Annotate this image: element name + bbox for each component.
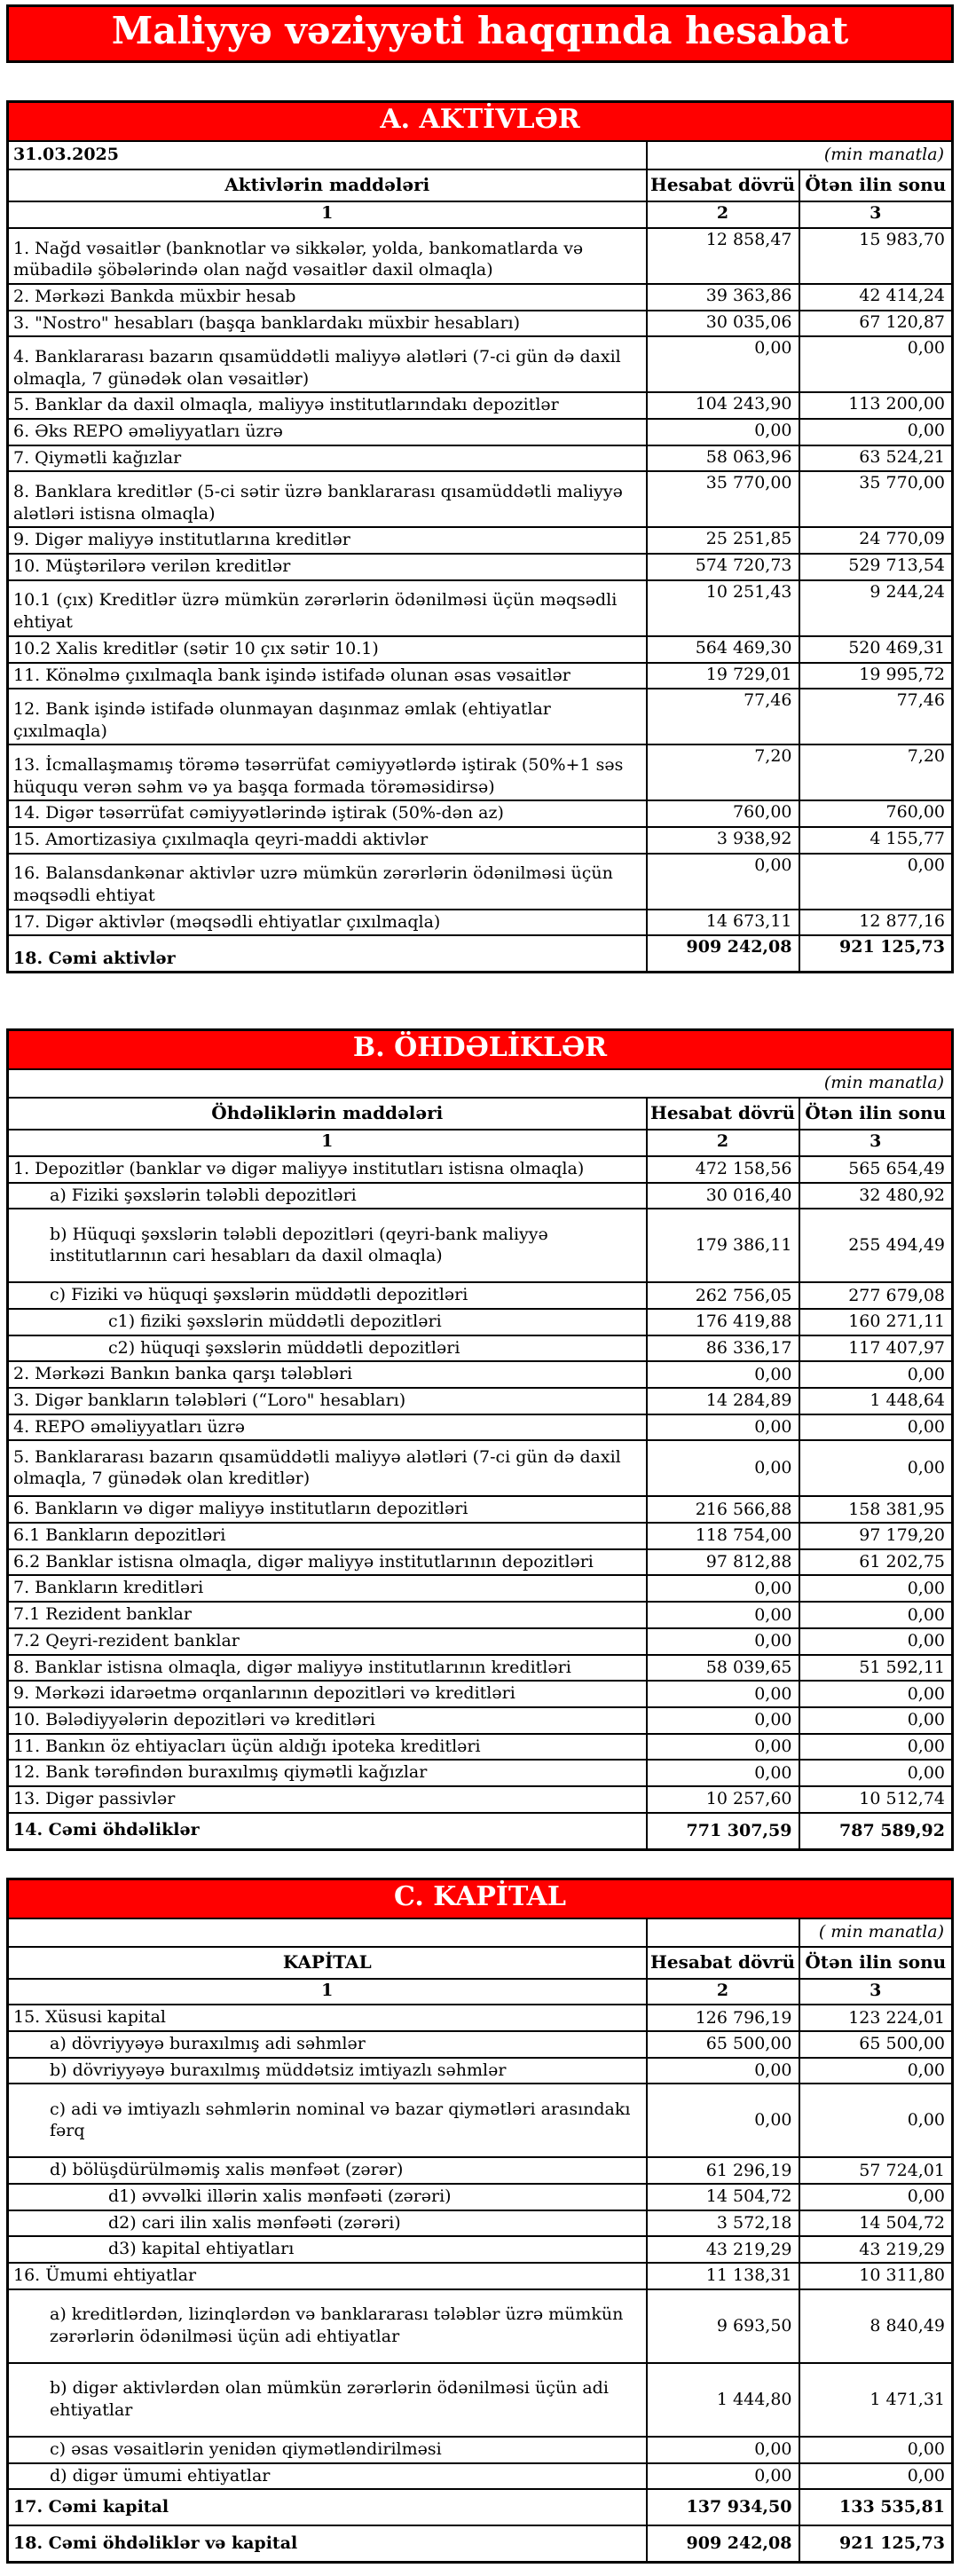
row-value-current-period: 0,00 bbox=[647, 419, 799, 445]
table-row bbox=[8, 2463, 953, 2490]
liabilities-table bbox=[6, 1028, 954, 1850]
row-label: 15. Xüsusi kapital bbox=[8, 2005, 647, 2031]
row-label: 4. Banklararası bazarın qısamüddətli maliyyə alətləri (7-ci gün də daxil olmaqla, 7 günədək olan vəsaitlər) bbox=[8, 336, 647, 392]
row-value-current-period: 574 720,73 bbox=[647, 554, 799, 580]
row-value-current-period: 771 307,59 bbox=[647, 1813, 799, 1850]
row-value-previous-year-end: 0,00 bbox=[799, 2463, 953, 2490]
row-value-previous-year-end: 77,46 bbox=[799, 689, 953, 744]
row-value-previous-year-end: 51 592,11 bbox=[799, 1655, 953, 1682]
row-value-current-period: 262 756,05 bbox=[647, 1282, 799, 1309]
column-header-row bbox=[8, 1098, 953, 1130]
row-value-current-period: 10 257,60 bbox=[647, 1786, 799, 1813]
table-row bbox=[8, 1628, 953, 1655]
row-value-previous-year-end: 0,00 bbox=[799, 1760, 953, 1786]
row-label: 6. Bankların və digər maliyyə institutların depozitləri bbox=[8, 1496, 647, 1523]
table-row bbox=[8, 2210, 953, 2237]
table-row bbox=[8, 800, 953, 827]
row-label: 2. Mərkəzi Bankda müxbir hesab bbox=[8, 284, 647, 311]
row-value-previous-year-end: 14 504,72 bbox=[799, 2210, 953, 2237]
table-row bbox=[8, 1183, 953, 1209]
table-row bbox=[8, 2289, 953, 2363]
row-value-current-period: 30 035,06 bbox=[647, 311, 799, 337]
row-value-previous-year-end: 0,00 bbox=[799, 1440, 953, 1496]
row-value-current-period: 126 796,19 bbox=[647, 2005, 799, 2031]
row-value-current-period: 0,00 bbox=[647, 1707, 799, 1734]
row-value-current-period: 0,00 bbox=[647, 1575, 799, 1602]
row-label: 6. Əks REPO əməliyyatları üzrə bbox=[8, 419, 647, 445]
table-row bbox=[8, 1549, 953, 1576]
section-a-banner: A. AKTİVLƏR bbox=[8, 102, 953, 142]
table-row bbox=[8, 580, 953, 636]
table-row bbox=[8, 1414, 953, 1441]
row-value-current-period: 11 138,31 bbox=[647, 2263, 799, 2289]
row-value-previous-year-end: 0,00 bbox=[799, 2058, 953, 2084]
table-row bbox=[8, 284, 953, 311]
row-value-current-period: 19 729,01 bbox=[647, 663, 799, 689]
row-value-previous-year-end: 520 469,31 bbox=[799, 636, 953, 663]
row-value-previous-year-end: 65 500,00 bbox=[799, 2031, 953, 2058]
table-row bbox=[8, 2005, 953, 2031]
row-value-current-period: 77,46 bbox=[647, 689, 799, 744]
section-banner-row bbox=[8, 1030, 953, 1070]
row-label: 11. Bankın öz ehtiyacları üçün aldığı ipoteka kreditləri bbox=[8, 1734, 647, 1761]
row-value-current-period: 0,00 bbox=[647, 336, 799, 392]
table-row bbox=[8, 636, 953, 663]
row-label: 5. Banklar da daxil olmaqla, maliyyə institutlarındakı depozitlər bbox=[8, 392, 647, 419]
row-value-previous-year-end: 1 471,31 bbox=[799, 2363, 953, 2437]
row-label: 3. Digər bankların tələbləri (“Loro" hesabları) bbox=[8, 1388, 647, 1414]
row-value-previous-year-end: 43 219,29 bbox=[799, 2236, 953, 2263]
row-value-previous-year-end: 133 535,81 bbox=[799, 2489, 953, 2525]
row-label: 10.1 (çıx) Kreditlər üzrə mümkün zərərlərin ödənilməsi üçün məqsədli ehtiyat bbox=[8, 580, 647, 636]
row-value-current-period: 39 363,86 bbox=[647, 284, 799, 311]
row-value-previous-year-end: 0,00 bbox=[799, 336, 953, 392]
row-value-current-period: 472 158,56 bbox=[647, 1156, 799, 1183]
row-value-current-period: 1 444,80 bbox=[647, 2363, 799, 2437]
table-row bbox=[8, 1309, 953, 1335]
row-label: d) bölüşdürülməmiş xalis mənfəət (zərər) bbox=[8, 2157, 647, 2184]
row-label: 1. Nağd vəsaitlər (banknotlar və sikkələr, yolda, bankomatlarda və mübadilə şöbələrində olan nağd vəsaitlər daxil olmaqla) bbox=[8, 228, 647, 284]
row-value-current-period: 3 572,18 bbox=[647, 2210, 799, 2237]
table-row bbox=[8, 2184, 953, 2210]
column-header-row bbox=[8, 1947, 953, 1979]
column-number-row bbox=[8, 1130, 953, 1156]
table-row bbox=[8, 2263, 953, 2289]
row-label: 2. Mərkəzi Bankın banka qarşı tələbləri bbox=[8, 1361, 647, 1388]
table-row bbox=[8, 2363, 953, 2437]
row-value-current-period: 0,00 bbox=[647, 1734, 799, 1761]
row-label: 15. Amortizasiya çıxılmaqla qeyri-maddi aktivlər bbox=[8, 827, 647, 854]
row-label: 18. Cəmi aktivlər bbox=[8, 935, 647, 973]
section-b-banner: B. ÖHDƏLİKLƏR bbox=[8, 1030, 953, 1070]
assets-table bbox=[6, 100, 954, 973]
row-value-previous-year-end: 10 311,80 bbox=[799, 2263, 953, 2289]
row-value-current-period: 216 566,88 bbox=[647, 1496, 799, 1523]
column-number-1: 1 bbox=[8, 1979, 647, 2005]
column-header-current: Hesabat dövrü bbox=[647, 1098, 799, 1130]
table-row bbox=[8, 1734, 953, 1761]
row-value-current-period: 909 242,08 bbox=[647, 2525, 799, 2563]
row-value-previous-year-end: 61 202,75 bbox=[799, 1549, 953, 1576]
row-value-previous-year-end: 57 724,01 bbox=[799, 2157, 953, 2184]
row-value-current-period: 0,00 bbox=[647, 2437, 799, 2463]
row-value-previous-year-end: 0,00 bbox=[799, 2084, 953, 2157]
table-row bbox=[8, 554, 953, 580]
row-label: 6.1 Bankların depozitləri bbox=[8, 1523, 647, 1549]
row-value-current-period: 0,00 bbox=[647, 854, 799, 910]
column-header-previous: Ötən ilin sonu bbox=[799, 169, 953, 201]
note-row bbox=[8, 1069, 953, 1098]
row-value-current-period: 35 770,00 bbox=[647, 471, 799, 527]
row-value-previous-year-end: 123 224,01 bbox=[799, 2005, 953, 2031]
table-row bbox=[8, 663, 953, 689]
note-row bbox=[8, 141, 953, 169]
row-value-previous-year-end: 0,00 bbox=[799, 2184, 953, 2210]
row-value-previous-year-end: 32 480,92 bbox=[799, 1183, 953, 1209]
row-value-previous-year-end: 19 995,72 bbox=[799, 663, 953, 689]
row-value-previous-year-end: 42 414,24 bbox=[799, 284, 953, 311]
column-number-1: 1 bbox=[8, 1130, 647, 1156]
row-label: 1. Depozitlər (banklar və digər maliyyə institutları istisna olmaqla) bbox=[8, 1156, 647, 1183]
row-label: a) kreditlərdən, lizinqlərdən və banklararası tələblər üzrə mümkün zərərlərin ödənilməsi üçün adi ehtiyatlar bbox=[8, 2289, 647, 2363]
row-label: c1) fiziki şəxslərin müddətli depozitləri bbox=[8, 1309, 647, 1335]
row-label: 3. "Nostro" hesabları (başqa banklardakı müxbir hesabları) bbox=[8, 311, 647, 337]
row-value-current-period: 86 336,17 bbox=[647, 1335, 799, 1362]
column-number-3: 3 bbox=[799, 201, 953, 228]
row-label: d2) cari ilin xalis mənfəəti (zərəri) bbox=[8, 2210, 647, 2237]
table-row bbox=[8, 1707, 953, 1734]
table-row bbox=[8, 336, 953, 392]
row-label: c) əsas vəsaitlərin yenidən qiymətləndirilməsi bbox=[8, 2437, 647, 2463]
section-banner-row bbox=[8, 1879, 953, 1918]
row-label: 9. Mərkəzi idarəetmə orqanlarının depozitləri və kreditləri bbox=[8, 1681, 647, 1707]
row-value-current-period: 0,00 bbox=[647, 1440, 799, 1496]
table-row bbox=[8, 2031, 953, 2058]
row-label: a) dövriyyəyə buraxılmış adi səhmlər bbox=[8, 2031, 647, 2058]
row-label: 4. REPO əməliyyatları üzrə bbox=[8, 1414, 647, 1441]
table-row bbox=[8, 689, 953, 744]
table-row bbox=[8, 2084, 953, 2157]
row-value-previous-year-end: 0,00 bbox=[799, 1681, 953, 1707]
row-value-previous-year-end: 0,00 bbox=[799, 854, 953, 910]
column-header-previous: Ötən ilin sonu bbox=[799, 1098, 953, 1130]
row-value-previous-year-end: 97 179,20 bbox=[799, 1523, 953, 1549]
row-label: 17. Digər aktivlər (məqsədli ehtiyatlar çıxılmaqla) bbox=[8, 910, 647, 936]
row-value-previous-year-end: 921 125,73 bbox=[799, 2525, 953, 2563]
row-value-previous-year-end: 255 494,49 bbox=[799, 1209, 953, 1282]
row-label: 10. Bələdiyyələrin depozitləri və kreditləri bbox=[8, 1707, 647, 1734]
row-value-current-period: 65 500,00 bbox=[647, 2031, 799, 2058]
row-value-previous-year-end: 921 125,73 bbox=[799, 935, 953, 973]
row-value-previous-year-end: 12 877,16 bbox=[799, 910, 953, 936]
row-label: 8. Banklar istisna olmaqla, digər maliyyə institutlarının kreditləri bbox=[8, 1655, 647, 1682]
column-number-2: 2 bbox=[647, 1130, 799, 1156]
report-title: Maliyyə vəziyyəti haqqında hesabat bbox=[6, 4, 954, 63]
section-banner-row bbox=[8, 102, 953, 142]
row-value-current-period: 0,00 bbox=[647, 1760, 799, 1786]
table-row bbox=[8, 471, 953, 527]
row-value-previous-year-end: 10 512,74 bbox=[799, 1786, 953, 1813]
table-row bbox=[8, 1361, 953, 1388]
table-row bbox=[8, 1209, 953, 1282]
table-row bbox=[8, 1523, 953, 1549]
table-row bbox=[8, 311, 953, 337]
row-label: 7.1 Rezident banklar bbox=[8, 1602, 647, 1628]
row-value-current-period: 58 063,96 bbox=[647, 445, 799, 472]
table-row bbox=[8, 935, 953, 973]
table-row bbox=[8, 910, 953, 936]
row-value-current-period: 137 934,50 bbox=[647, 2489, 799, 2525]
row-label: b) dövriyyəyə buraxılmış müddətsiz imtiyazlı səhmlər bbox=[8, 2058, 647, 2084]
table-row bbox=[8, 1786, 953, 1813]
table-row bbox=[8, 1440, 953, 1496]
row-value-current-period: 12 858,47 bbox=[647, 228, 799, 284]
row-label: 9. Digər maliyyə institutlarına kreditlər bbox=[8, 527, 647, 554]
row-value-current-period: 564 469,30 bbox=[647, 636, 799, 663]
row-value-previous-year-end: 787 589,92 bbox=[799, 1813, 953, 1850]
row-value-previous-year-end: 0,00 bbox=[799, 419, 953, 445]
table-row bbox=[8, 1335, 953, 1362]
row-value-current-period: 909 242,08 bbox=[647, 935, 799, 973]
row-value-previous-year-end: 0,00 bbox=[799, 1361, 953, 1388]
row-label: c) Fiziki və hüquqi şəxslərin müddətli depozitləri bbox=[8, 1282, 647, 1309]
column-number-row bbox=[8, 1979, 953, 2005]
column-header-previous: Ötən ilin sonu bbox=[799, 1947, 953, 1979]
row-value-previous-year-end: 117 407,97 bbox=[799, 1335, 953, 1362]
row-value-current-period: 9 693,50 bbox=[647, 2289, 799, 2363]
table-row bbox=[8, 2489, 953, 2525]
row-label: 7.2 Qeyri-rezident banklar bbox=[8, 1628, 647, 1655]
table-row bbox=[8, 2236, 953, 2263]
row-label: 11. Könəlmə çıxılmaqla bank işində istifadə olunan əsas vəsaitlər bbox=[8, 663, 647, 689]
table-row bbox=[8, 854, 953, 910]
row-value-current-period: 0,00 bbox=[647, 1361, 799, 1388]
column-header-items: Aktivlərin maddələri bbox=[8, 169, 647, 201]
row-value-current-period: 0,00 bbox=[647, 2058, 799, 2084]
row-value-previous-year-end: 0,00 bbox=[799, 1628, 953, 1655]
row-value-current-period: 0,00 bbox=[647, 1681, 799, 1707]
row-value-current-period: 10 251,43 bbox=[647, 580, 799, 636]
row-value-previous-year-end: 158 381,95 bbox=[799, 1496, 953, 1523]
row-value-current-period: 0,00 bbox=[647, 1602, 799, 1628]
table-row bbox=[8, 419, 953, 445]
row-value-current-period: 760,00 bbox=[647, 800, 799, 827]
row-value-previous-year-end: 63 524,21 bbox=[799, 445, 953, 472]
table-row bbox=[8, 744, 953, 800]
column-number-1: 1 bbox=[8, 201, 647, 228]
table-row bbox=[8, 827, 953, 854]
row-label: a) Fiziki şəxslərin tələbli depozitləri bbox=[8, 1183, 647, 1209]
row-label: b) Hüquqi şəxslərin tələbli depozitləri (qeyri-bank maliyyə institutlarının cari hesabları da daxil olmaqla) bbox=[8, 1209, 647, 1282]
row-value-current-period: 25 251,85 bbox=[647, 527, 799, 554]
table-row bbox=[8, 1813, 953, 1850]
column-header-items: Öhdəliklərin maddələri bbox=[8, 1098, 647, 1130]
row-value-current-period: 14 673,11 bbox=[647, 910, 799, 936]
table-row bbox=[8, 392, 953, 419]
section-c-banner: C. KAPİTAL bbox=[8, 1879, 953, 1918]
unit-note: ( min manatla) bbox=[799, 1918, 953, 1947]
row-label: d) digər ümumi ehtiyatlar bbox=[8, 2463, 647, 2490]
capital-table bbox=[6, 1878, 954, 2564]
row-label: 10. Müştərilərə verilən kreditlər bbox=[8, 554, 647, 580]
row-value-previous-year-end: 24 770,09 bbox=[799, 527, 953, 554]
table-row bbox=[8, 228, 953, 284]
row-value-current-period: 104 243,90 bbox=[647, 392, 799, 419]
table-row bbox=[8, 1655, 953, 1682]
row-value-previous-year-end: 1 448,64 bbox=[799, 1388, 953, 1414]
row-label: 7. Bankların kreditləri bbox=[8, 1575, 647, 1602]
table-row bbox=[8, 1602, 953, 1628]
row-value-current-period: 176 419,88 bbox=[647, 1309, 799, 1335]
row-label: d1) əvvəlki illərin xalis mənfəəti (zərəri) bbox=[8, 2184, 647, 2210]
table-row bbox=[8, 1496, 953, 1523]
row-value-previous-year-end: 8 840,49 bbox=[799, 2289, 953, 2363]
column-header-items: KAPİTAL bbox=[8, 1947, 647, 1979]
table-row bbox=[8, 1760, 953, 1786]
row-label: d3) kapital ehtiyatları bbox=[8, 2236, 647, 2263]
table-row bbox=[8, 1388, 953, 1414]
row-label: 16. Balansdankənar aktivlər uzrə mümkün zərərlərin ödənilməsi üçün məqsədli ehtiyat bbox=[8, 854, 647, 910]
row-label: 14. Cəmi öhdəliklər bbox=[8, 1813, 647, 1850]
row-label: b) digər aktivlərdən olan mümkün zərərlərin ödənilməsi üçün adi ehtiyatlar bbox=[8, 2363, 647, 2437]
row-value-previous-year-end: 160 271,11 bbox=[799, 1309, 953, 1335]
column-number-3: 3 bbox=[799, 1130, 953, 1156]
note-row bbox=[8, 1918, 953, 1947]
row-label: 7. Qiymətli kağızlar bbox=[8, 445, 647, 472]
row-value-previous-year-end: 529 713,54 bbox=[799, 554, 953, 580]
table-row bbox=[8, 1156, 953, 1183]
row-label: 5. Banklararası bazarın qısamüddətli maliyyə alətləri (7-ci gün də daxil olmaqla, 7 günədək olan kreditlər) bbox=[8, 1440, 647, 1496]
table-row bbox=[8, 1282, 953, 1309]
row-value-previous-year-end: 0,00 bbox=[799, 2437, 953, 2463]
row-value-current-period: 0,00 bbox=[647, 1414, 799, 1441]
row-label: 14. Digər təsərrüfat cəmiyyətlərində iştirak (50%-dən az) bbox=[8, 800, 647, 827]
row-value-current-period: 3 938,92 bbox=[647, 827, 799, 854]
column-number-2: 2 bbox=[647, 201, 799, 228]
row-value-current-period: 61 296,19 bbox=[647, 2157, 799, 2184]
table-row bbox=[8, 527, 953, 554]
row-value-previous-year-end: 0,00 bbox=[799, 1602, 953, 1628]
row-value-current-period: 0,00 bbox=[647, 2084, 799, 2157]
row-value-previous-year-end: 760,00 bbox=[799, 800, 953, 827]
row-value-current-period: 58 039,65 bbox=[647, 1655, 799, 1682]
row-label: 6.2 Banklar istisna olmaqla, digər maliyyə institutlarının depozitləri bbox=[8, 1549, 647, 1576]
row-value-current-period: 0,00 bbox=[647, 2463, 799, 2490]
report-date: 31.03.2025 bbox=[8, 141, 647, 169]
row-value-previous-year-end: 565 654,49 bbox=[799, 1156, 953, 1183]
column-number-3: 3 bbox=[799, 1979, 953, 2005]
table-row bbox=[8, 1681, 953, 1707]
row-value-previous-year-end: 35 770,00 bbox=[799, 471, 953, 527]
row-value-previous-year-end: 0,00 bbox=[799, 1414, 953, 1441]
table-row bbox=[8, 1575, 953, 1602]
column-number-row bbox=[8, 201, 953, 228]
row-label: 13. Digər passivlər bbox=[8, 1786, 647, 1813]
table-row bbox=[8, 2058, 953, 2084]
row-label: 13. İcmallaşmamış törəmə təsərrüfat cəmiyyətlərdə iştirak (50%+1 səs hüququ verən səhm və ya başqa formada törəməsidirsə) bbox=[8, 744, 647, 800]
table-row bbox=[8, 2437, 953, 2463]
row-value-current-period: 43 219,29 bbox=[647, 2236, 799, 2263]
row-value-previous-year-end: 0,00 bbox=[799, 1575, 953, 1602]
row-value-previous-year-end: 9 244,24 bbox=[799, 580, 953, 636]
row-value-previous-year-end: 67 120,87 bbox=[799, 311, 953, 337]
row-value-current-period: 14 504,72 bbox=[647, 2184, 799, 2210]
row-value-previous-year-end: 0,00 bbox=[799, 1707, 953, 1734]
row-value-current-period: 30 016,40 bbox=[647, 1183, 799, 1209]
row-label: 10.2 Xalis kreditlər (sətir 10 çıx sətir 10.1) bbox=[8, 636, 647, 663]
row-label: 12. Bank işində istifadə olunmayan daşınmaz əmlak (ehtiyatlar çıxılmaqla) bbox=[8, 689, 647, 744]
row-value-current-period: 97 812,88 bbox=[647, 1549, 799, 1576]
table-row bbox=[8, 2525, 953, 2563]
row-label: c2) hüquqi şəxslərin müddətli depozitləri bbox=[8, 1335, 647, 1362]
row-value-current-period: 7,20 bbox=[647, 744, 799, 800]
row-label: 16. Ümumi ehtiyatlar bbox=[8, 2263, 647, 2289]
row-label: 12. Bank tərəfindən buraxılmış qiymətli kağızlar bbox=[8, 1760, 647, 1786]
row-value-current-period: 179 386,11 bbox=[647, 1209, 799, 1282]
row-label: 18. Cəmi öhdəliklər və kapital bbox=[8, 2525, 647, 2563]
column-header-row bbox=[8, 169, 953, 201]
row-value-previous-year-end: 4 155,77 bbox=[799, 827, 953, 854]
row-value-previous-year-end: 113 200,00 bbox=[799, 392, 953, 419]
empty-cell bbox=[8, 1918, 647, 1947]
row-value-current-period: 118 754,00 bbox=[647, 1523, 799, 1549]
table-row bbox=[8, 2157, 953, 2184]
empty-cell bbox=[647, 1918, 799, 1947]
row-label: 8. Banklara kreditlər (5-ci sətir üzrə banklararası qısamüddətli maliyyə alətləri istisna olmaqla) bbox=[8, 471, 647, 527]
row-value-current-period: 14 284,89 bbox=[647, 1388, 799, 1414]
row-value-previous-year-end: 7,20 bbox=[799, 744, 953, 800]
row-label: c) adi və imtiyazlı səhmlərin nominal və bazar qiymətləri arasındakı fərq bbox=[8, 2084, 647, 2157]
row-value-previous-year-end: 15 983,70 bbox=[799, 228, 953, 284]
table-row bbox=[8, 445, 953, 472]
row-value-previous-year-end: 0,00 bbox=[799, 1734, 953, 1761]
unit-note: (min manatla) bbox=[647, 141, 953, 169]
row-label: 17. Cəmi kapital bbox=[8, 2489, 647, 2525]
column-header-current: Hesabat dövrü bbox=[647, 1947, 799, 1979]
column-number-2: 2 bbox=[647, 1979, 799, 2005]
unit-note: (min manatla) bbox=[8, 1069, 953, 1098]
column-header-current: Hesabat dövrü bbox=[647, 169, 799, 201]
row-value-previous-year-end: 277 679,08 bbox=[799, 1282, 953, 1309]
row-value-current-period: 0,00 bbox=[647, 1628, 799, 1655]
